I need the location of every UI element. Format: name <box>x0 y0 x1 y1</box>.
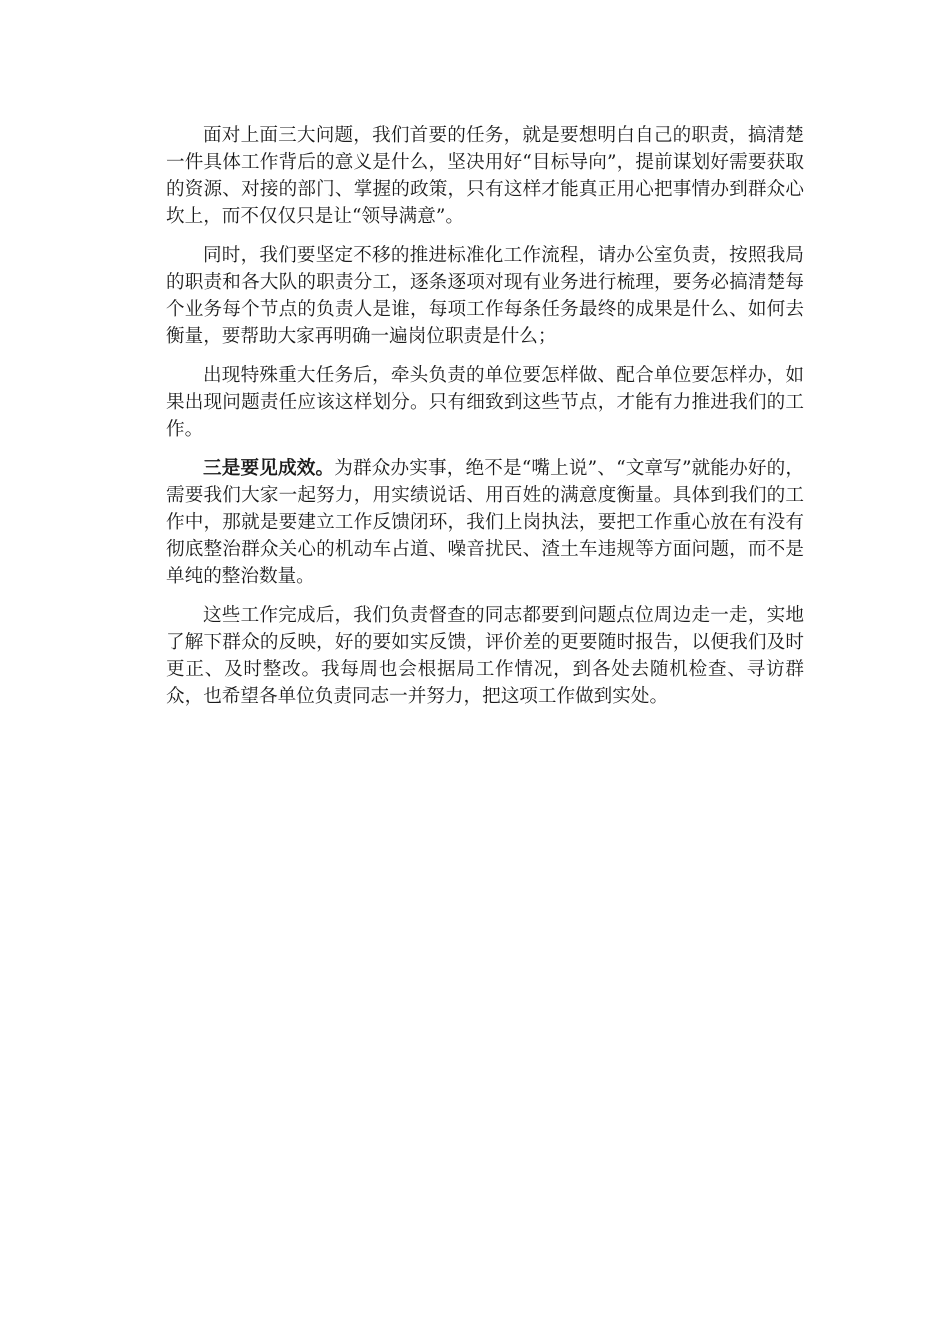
paragraph-5 <box>166 602 804 710</box>
paragraph-4 <box>166 455 804 590</box>
document-body <box>166 122 804 722</box>
paragraph-1-text: 面对上面三大问题，我们首要的任务，就是要想明白自己的职责，搞清楚一件具体工作背后的意义是什么，坚决用好“目标导向”，提前谋划好需要获取的资源、对接的部门、掌握的政策，只有这样才能真正用心把事情办到群众心坎上，而不仅仅只是让“领导满意”。 <box>166 125 804 227</box>
paragraph-4-text: 为群众办实事，绝不是“嘴上说”、“文章写”就能办好的，需要我们大家一起努力，用实绩说话、用百姓的满意度衡量。具体到我们的工作中，那就是要建立工作反馈闭环，我们上岗执法，要把工作重心放在有没有彻底整治群众关心的机动车占道、噪音扰民、渣土车违规等方面问题，而不是单纯的整治数量。 <box>166 458 804 587</box>
paragraph-4-lead: 三是要见成效。 <box>203 458 335 479</box>
paragraph-3-text: 出现特殊重大任务后，牵头负责的单位要怎样做、配合单位要怎样办，如果出现问题责任应该这样划分。只有细致到这些节点，才能有力推进我们的工作。 <box>166 365 804 440</box>
paragraph-1 <box>166 122 804 230</box>
paragraph-3 <box>166 362 804 443</box>
paragraph-5-text: 这些工作完成后，我们负责督查的同志都要到问题点位周边走一走，实地了解下群众的反映，好的要如实反馈，评价差的更要随时报告，以便我们及时更正、及时整改。我每周也会根据局工作情况，到各处去随机检查、寻访群众，也希望各单位负责同志一并努力，把这项工作做到实处。 <box>166 605 804 707</box>
paragraph-2 <box>166 242 804 350</box>
paragraph-2-text: 同时，我们要坚定不移的推进标准化工作流程，请办公室负责，按照我局的职责和各大队的职责分工，逐条逐项对现有业务进行梳理，要务必搞清楚每个业务每个节点的负责人是谁，每项工作每条任务最终的成果是什么、如何去衡量，要帮助大家再明确一遍岗位职责是什么； <box>166 245 804 347</box>
